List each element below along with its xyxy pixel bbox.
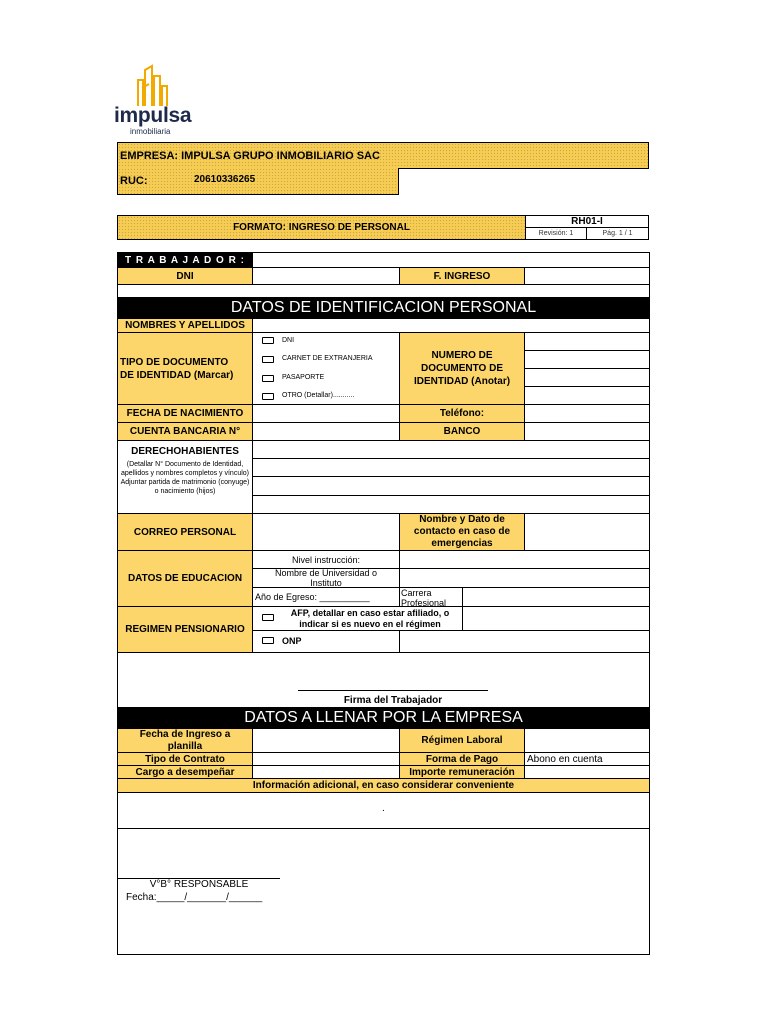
importe-label: Importe remuneración [399,765,525,779]
forma-pago-value[interactable]: Abono en cuenta [524,752,650,766]
onp-field[interactable] [399,630,650,653]
fecha-label: Fecha:_____/_______/______ [126,892,263,903]
dni-field[interactable] [252,267,400,285]
format-title: FORMATO: INGRESO DE PERSONAL [117,215,526,240]
info-adicional-label: Información adicional, en caso considerar conveniente [117,778,650,793]
universidad-label: Nombre de Universidad o Instituto [252,568,400,588]
fecha-nac-field[interactable] [252,404,400,423]
dni-option: DNI [282,337,295,344]
forma-pago-label: Forma de Pago [399,752,525,766]
regimen-field[interactable] [524,728,650,753]
carnet-checkbox[interactable] [262,356,274,363]
pasaporte-option: PASAPORTE [282,374,325,381]
derecho-field-2[interactable] [252,458,650,477]
cuenta-field[interactable] [252,422,400,441]
format-revision: Revisión: 1 [525,227,587,240]
telefono-label: Teléfono: [399,404,525,423]
personal-heading: DATOS DE IDENTIFICACION PERSONAL [117,297,650,319]
numero-doc-field-3[interactable] [524,368,650,387]
fecha-ingreso-label: Fecha de Ingreso a planilla [117,728,253,753]
cargo-label: Cargo a desempeñar [117,765,253,779]
derecho-title: DERECHOHABIENTES [131,446,239,457]
empresa-heading: DATOS A LLENAR POR LA EMPRESA [117,707,650,729]
company-logo [112,64,192,138]
nombres-label: NOMBRES Y APELLIDOS [117,318,253,333]
logo-wordmark: impulsa [114,104,192,127]
educacion-label: DATOS DE EDUCACION [117,550,253,607]
nombres-field[interactable] [252,318,650,333]
worker-name-field[interactable] [252,253,649,268]
numero-doc-label: NUMERO DE DOCUMENTO DE IDENTIDAD (Anotar) [399,332,525,405]
regimen-label: Régimen Laboral [399,728,525,753]
ruc-label: RUC: [120,175,148,187]
derecho-field-3[interactable] [252,476,650,496]
vb-label: V°B° RESPONSABLE [149,879,249,890]
importe-field[interactable] [524,765,650,779]
derecho-field-4[interactable] [252,495,650,514]
carnet-option: CARNET DE EXTRANJERIA [282,355,373,362]
telefono-field[interactable] [524,404,650,423]
numero-doc-field-4[interactable] [524,386,650,405]
ingreso-label: F. INGRESO [399,267,525,285]
tipo-contrato-field[interactable] [252,752,400,766]
correo-label: CORREO PERSONAL [117,513,253,551]
otro-checkbox[interactable] [262,393,274,400]
derecho-field-1[interactable] [252,440,650,459]
correo-field[interactable] [252,513,400,551]
banco-field[interactable] [524,422,650,441]
ruc-row [117,168,399,195]
otro-option: OTRO (Detallar)........... [282,392,355,399]
worker-label: T R A B A J A D O R : [118,253,252,268]
firma-line [298,690,488,691]
fecha-nac-label: FECHA DE NACIMIENTO [117,404,253,423]
contacto-field[interactable] [524,513,650,551]
fecha-ingreso-field[interactable] [252,728,400,753]
onp-label: ONP [282,636,302,646]
tipo-contrato-label: Tipo de Contrato [117,752,253,766]
format-code: RH01-I [525,215,649,228]
pension-label: REGIMEN PENSIONARIO [117,606,253,653]
onp-row [252,630,400,653]
nivel-field[interactable] [399,550,650,569]
egreso-label: Año de Egreso: __________ [252,587,400,607]
building-icon [112,64,192,108]
ruc-value: 20610336265 [194,174,256,185]
afp-checkbox[interactable] [262,614,274,621]
info-dot: . [382,803,385,814]
numero-doc-field-2[interactable] [524,350,650,369]
carrera-label: Carrera Profesional [399,587,463,607]
firma-label: Firma del Trabajador [343,695,443,706]
contacto-label: Nombre y Dato de contacto en caso de emergencias [399,513,525,551]
pasaporte-checkbox[interactable] [262,375,274,382]
nivel-label: Nivel instrucción: [252,550,400,569]
derecho-note: (Detallar N° Documento de Identidad, apellidos y nombres completos y vínculo) Adjuntar partida de matrimonio (conyuge) o nacimiento (hijos) [120,461,250,495]
dni-label: DNI [117,267,253,285]
ingreso-field[interactable] [524,267,650,285]
afp-field[interactable] [462,606,650,631]
dni-checkbox[interactable] [262,337,274,344]
banco-label: BANCO [399,422,525,441]
logo-tagline: inmobiliaria [130,127,171,136]
carrera-field[interactable] [462,587,650,607]
numero-doc-field-1[interactable] [524,332,650,351]
company-name: EMPRESA: IMPULSA GRUPO INMOBILIARIO SAC [117,142,649,169]
cargo-field[interactable] [252,765,400,779]
afp-label: AFP, detallar en caso estar afiliado, o indicar si es nuevo en el régimen [290,608,450,629]
tipo-doc-label: TIPO DE DOCUMENTO DE IDENTIDAD (Marcar) [117,332,253,405]
onp-checkbox[interactable] [262,637,274,644]
universidad-field[interactable] [399,568,650,588]
format-page: Pág. 1 / 1 [586,227,649,240]
cuenta-label: CUENTA BANCARIA N° [117,422,253,441]
